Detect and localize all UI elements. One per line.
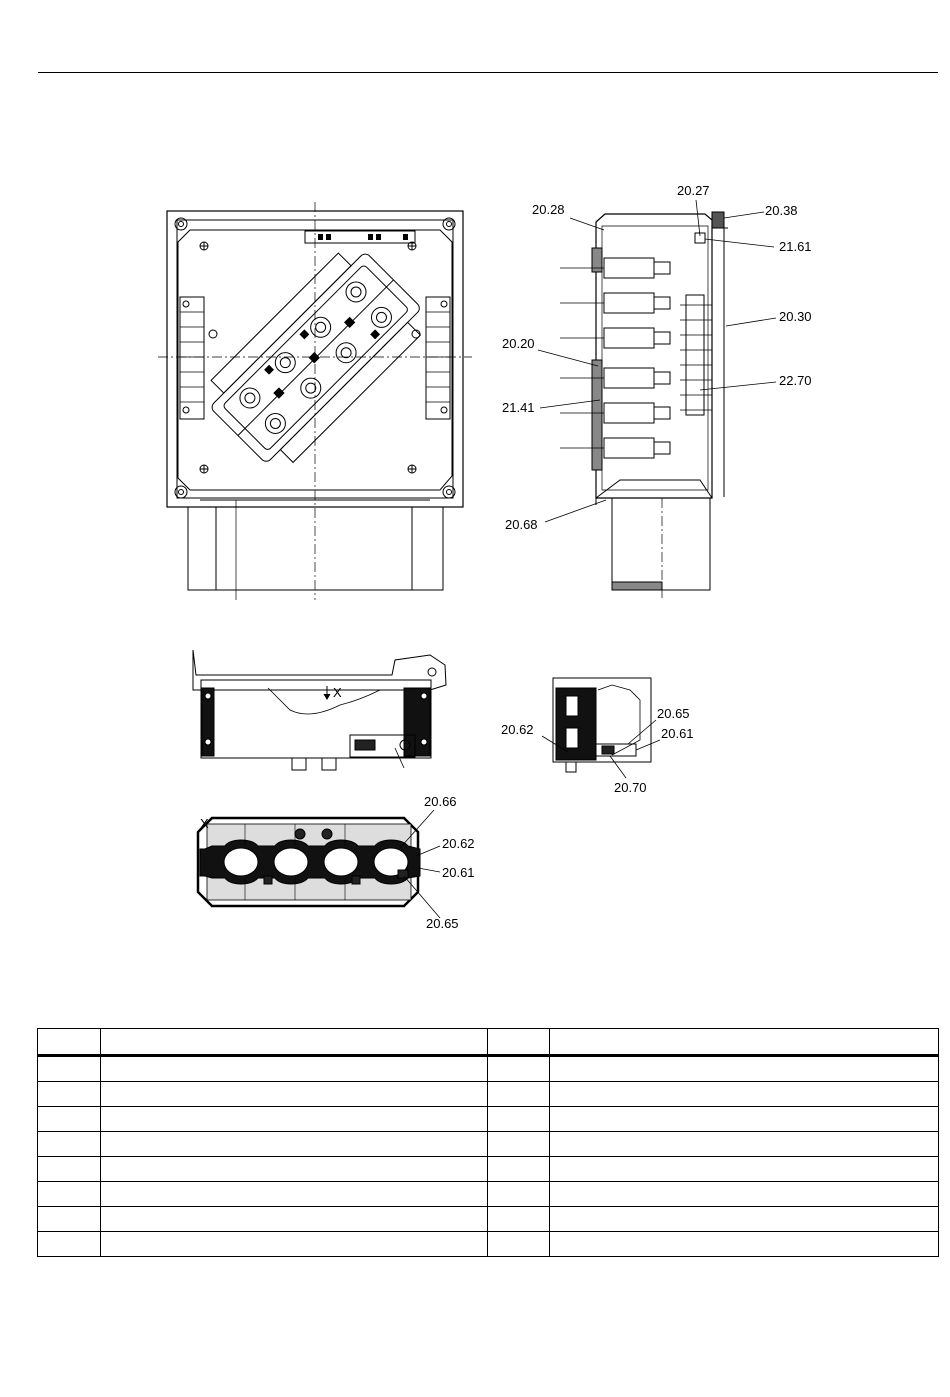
small-side-view xyxy=(553,678,651,772)
table-cell xyxy=(101,1232,488,1257)
bottom-view-detail-marker: X xyxy=(333,685,342,700)
header-cell xyxy=(488,1029,550,1056)
header-cell xyxy=(550,1029,939,1056)
callout-20-27: 20.27 xyxy=(677,183,710,198)
callout-20-61-side: 20.61 xyxy=(661,726,694,741)
header-cell xyxy=(101,1029,488,1056)
callout-21-61: 21.61 xyxy=(779,239,812,254)
table-cell xyxy=(488,1157,550,1182)
detail-x xyxy=(198,818,420,906)
table-header-row xyxy=(38,1029,939,1056)
table-cell xyxy=(38,1182,101,1207)
table-cell xyxy=(488,1056,550,1082)
table-cell xyxy=(550,1082,939,1107)
table-cell xyxy=(550,1182,939,1207)
callout-21-41: 21.41 xyxy=(502,400,535,415)
callout-20-68: 20.68 xyxy=(505,517,538,532)
table-cell xyxy=(101,1157,488,1182)
table-cell xyxy=(38,1132,101,1157)
table-row xyxy=(38,1082,939,1107)
table-cell xyxy=(101,1056,488,1082)
table-row xyxy=(38,1207,939,1232)
header-cell xyxy=(38,1029,101,1056)
table-cell xyxy=(101,1182,488,1207)
table-cell xyxy=(38,1082,101,1107)
table-row xyxy=(38,1232,939,1257)
callout-20-61-detail: 20.61 xyxy=(442,865,475,880)
callout-labels xyxy=(424,183,812,931)
table-cell xyxy=(38,1207,101,1232)
callout-20-65-detail: 20.65 xyxy=(426,916,459,931)
table-cell xyxy=(550,1107,939,1132)
table-row xyxy=(38,1056,939,1082)
table-cell xyxy=(488,1207,550,1232)
table-cell xyxy=(550,1207,939,1232)
table-cell xyxy=(38,1056,101,1082)
callout-20-65-side: 20.65 xyxy=(657,706,690,721)
front-view xyxy=(158,202,472,600)
table-cell xyxy=(550,1157,939,1182)
table-cell xyxy=(488,1082,550,1107)
side-view xyxy=(560,212,728,600)
side-view-leaders xyxy=(538,200,776,522)
table-cell xyxy=(488,1132,550,1157)
table-cell xyxy=(101,1107,488,1132)
table-cell xyxy=(101,1082,488,1107)
table-cell xyxy=(488,1107,550,1132)
callout-20-28: 20.28 xyxy=(532,202,565,217)
callout-20-62-detail: 20.62 xyxy=(442,836,475,851)
table-row xyxy=(38,1107,939,1132)
table-cell xyxy=(38,1107,101,1132)
detail-x-marker: X xyxy=(200,816,209,831)
table-cell xyxy=(38,1232,101,1257)
callout-20-62-side: 20.62 xyxy=(501,722,534,737)
table-cell xyxy=(38,1157,101,1182)
table-cell xyxy=(101,1132,488,1157)
callout-20-66: 20.66 xyxy=(424,794,457,809)
callout-20-30: 20.30 xyxy=(779,309,812,324)
table-cell xyxy=(488,1182,550,1207)
table-cell xyxy=(550,1232,939,1257)
table-cell xyxy=(550,1132,939,1157)
callout-20-70: 20.70 xyxy=(614,780,647,795)
parts-table xyxy=(37,1028,939,1257)
table-cell xyxy=(488,1232,550,1257)
callout-22-70: 22.70 xyxy=(779,373,812,388)
callout-20-20: 20.20 xyxy=(502,336,535,351)
table-row xyxy=(38,1132,939,1157)
table-row xyxy=(38,1157,939,1182)
table-cell xyxy=(101,1207,488,1232)
bottom-view xyxy=(193,650,446,770)
table-cell xyxy=(550,1056,939,1082)
callout-20-38: 20.38 xyxy=(765,203,798,218)
table-row xyxy=(38,1182,939,1207)
